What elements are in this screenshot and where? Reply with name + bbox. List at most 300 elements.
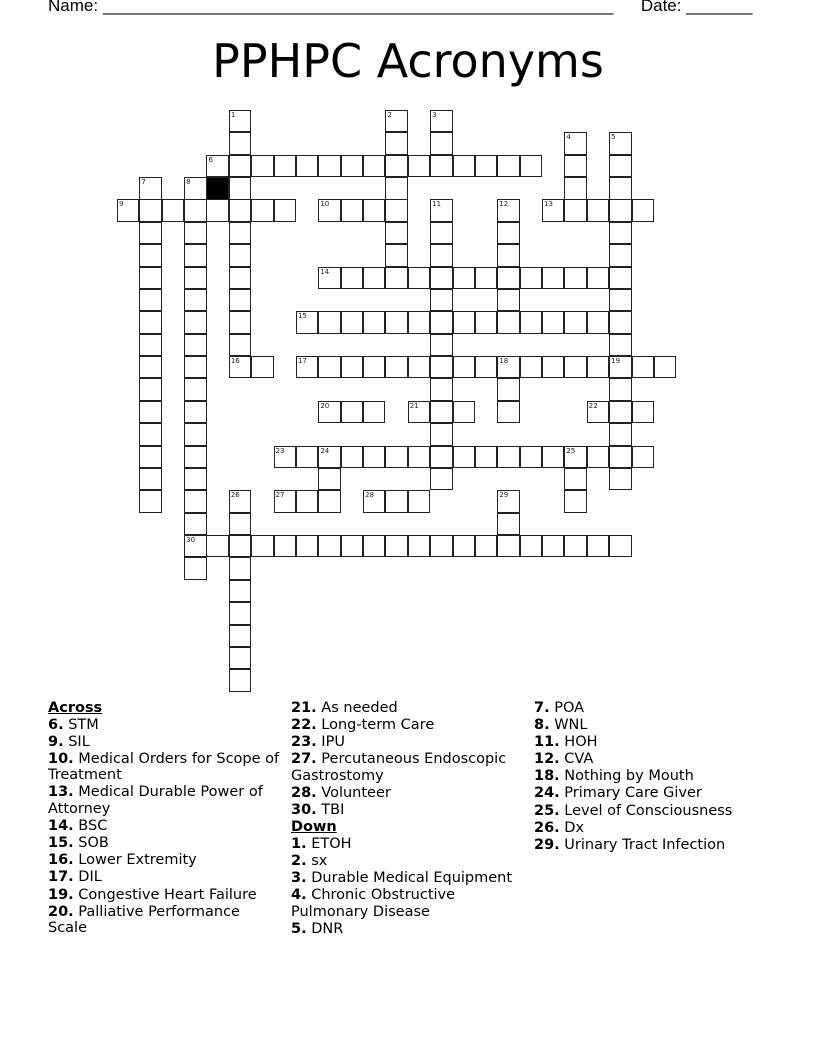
clue-across bbox=[291, 700, 523, 717]
grid-cell[interactable] bbox=[609, 222, 631, 244]
grid-cell[interactable] bbox=[430, 401, 452, 423]
grid-cell[interactable] bbox=[520, 356, 542, 378]
grid-cell[interactable] bbox=[318, 401, 340, 423]
clue-text: Palliative Performance Scale bbox=[48, 903, 240, 937]
grid-cell[interactable] bbox=[385, 222, 407, 244]
clue-number-label: 28. bbox=[291, 784, 317, 801]
grid-cell[interactable] bbox=[542, 267, 564, 289]
clue-number-label: 10. bbox=[48, 750, 74, 767]
grid-cell[interactable] bbox=[385, 267, 407, 289]
clue-across bbox=[48, 904, 280, 937]
clue-number-label: 22. bbox=[291, 717, 317, 734]
grid-cell[interactable] bbox=[609, 132, 631, 154]
grid-cell[interactable] bbox=[453, 311, 475, 333]
grid-cell[interactable] bbox=[542, 535, 564, 557]
grid-cell[interactable] bbox=[184, 557, 206, 579]
grid-cell[interactable] bbox=[609, 378, 631, 400]
grid-cell[interactable] bbox=[497, 535, 519, 557]
clue-number-label: 14. bbox=[48, 818, 74, 835]
grid-cell[interactable] bbox=[564, 155, 586, 177]
clue-number: 15 bbox=[297, 312, 307, 321]
grid-cell[interactable] bbox=[139, 222, 161, 244]
clue-text: Durable Medical Equipment bbox=[306, 869, 513, 886]
grid-cell[interactable] bbox=[296, 311, 318, 333]
grid-cell[interactable] bbox=[497, 289, 519, 311]
grid-cell[interactable] bbox=[139, 356, 161, 378]
grid-cell[interactable] bbox=[609, 468, 631, 490]
grid-cell[interactable] bbox=[184, 378, 206, 400]
grid-cell[interactable] bbox=[609, 423, 631, 445]
grid-cell[interactable] bbox=[453, 535, 475, 557]
grid-cell[interactable] bbox=[318, 267, 340, 289]
grid-cell[interactable] bbox=[251, 535, 273, 557]
grid-cell[interactable] bbox=[475, 535, 497, 557]
grid-cell[interactable] bbox=[363, 490, 385, 512]
grid-cell[interactable] bbox=[430, 132, 452, 154]
grid-cell[interactable] bbox=[609, 535, 631, 557]
grid-cell[interactable] bbox=[609, 199, 631, 221]
grid-cell[interactable] bbox=[363, 401, 385, 423]
grid-cell[interactable] bbox=[184, 356, 206, 378]
grid-cell[interactable] bbox=[385, 311, 407, 333]
clue-text: Nothing by Mouth bbox=[559, 768, 694, 785]
grid-cell[interactable] bbox=[229, 267, 251, 289]
grid-cell[interactable] bbox=[139, 423, 161, 445]
clue-number-label: 30. bbox=[291, 802, 317, 819]
grid-cell[interactable] bbox=[363, 155, 385, 177]
name-label: Name: bbox=[48, 0, 99, 15]
grid-cell[interactable] bbox=[184, 177, 206, 199]
grid-cell[interactable] bbox=[229, 244, 251, 266]
clue-down bbox=[534, 785, 766, 802]
grid-cell[interactable] bbox=[229, 311, 251, 333]
grid-cell[interactable] bbox=[385, 535, 407, 557]
clue-text: Chronic Obstructive Pulmonary Disease bbox=[291, 887, 456, 920]
grid-cell[interactable] bbox=[632, 401, 654, 423]
grid-cell[interactable] bbox=[229, 625, 251, 647]
page-title: PPHPC Acronyms bbox=[212, 34, 604, 88]
clue-down bbox=[291, 853, 523, 870]
grid-cell[interactable] bbox=[184, 311, 206, 333]
grid-cell[interactable] bbox=[609, 446, 631, 468]
grid-cell[interactable] bbox=[564, 468, 586, 490]
grid-cell[interactable] bbox=[318, 356, 340, 378]
clue-text: Medical Orders for Scope of Treatment bbox=[48, 750, 280, 784]
clue-number-label: 7. bbox=[534, 700, 550, 716]
grid-cell[interactable] bbox=[318, 311, 340, 333]
grid-cell[interactable] bbox=[229, 356, 251, 378]
grid-cell[interactable] bbox=[318, 155, 340, 177]
clue-text: Medical Durable Power of Attorney bbox=[48, 784, 263, 818]
clue-column-2 bbox=[291, 700, 523, 938]
grid-cell[interactable] bbox=[139, 334, 161, 356]
grid-cell[interactable] bbox=[587, 356, 609, 378]
clue-number-label: 6. bbox=[48, 716, 64, 733]
grid-cell[interactable] bbox=[139, 468, 161, 490]
grid-cell[interactable] bbox=[430, 423, 452, 445]
grid-cell[interactable] bbox=[587, 401, 609, 423]
grid-cell[interactable] bbox=[497, 446, 519, 468]
grid-cell[interactable] bbox=[497, 222, 519, 244]
grid-cell[interactable] bbox=[453, 401, 475, 423]
grid-cell[interactable] bbox=[139, 289, 161, 311]
clue-number: 19 bbox=[611, 357, 621, 366]
clue-number: 27 bbox=[275, 491, 285, 500]
grid-cell[interactable] bbox=[475, 311, 497, 333]
black-cell bbox=[206, 177, 228, 199]
grid-cell[interactable] bbox=[609, 289, 631, 311]
clue-text: Percutaneous Endoscopic Gastrostomy bbox=[291, 751, 507, 784]
grid-cell[interactable] bbox=[497, 490, 519, 512]
clue-text: Lower Extremity bbox=[73, 852, 197, 869]
grid-cell[interactable] bbox=[184, 446, 206, 468]
grid-cell[interactable] bbox=[430, 311, 452, 333]
grid-cell[interactable] bbox=[184, 222, 206, 244]
grid-cell[interactable] bbox=[654, 356, 676, 378]
grid-cell[interactable] bbox=[385, 199, 407, 221]
grid-cell[interactable] bbox=[408, 311, 430, 333]
grid-cell[interactable] bbox=[430, 468, 452, 490]
grid-cell[interactable] bbox=[341, 155, 363, 177]
grid-cell[interactable] bbox=[430, 378, 452, 400]
clue-down bbox=[291, 870, 523, 887]
clue-number: 13 bbox=[544, 200, 553, 209]
grid-cell[interactable] bbox=[430, 535, 452, 557]
grid-cell[interactable] bbox=[430, 110, 452, 132]
grid-cell[interactable] bbox=[296, 356, 318, 378]
grid-cell[interactable] bbox=[139, 177, 161, 199]
grid-cell[interactable] bbox=[363, 199, 385, 221]
grid-cell[interactable] bbox=[341, 267, 363, 289]
grid-cell[interactable] bbox=[229, 177, 251, 199]
grid-cell[interactable] bbox=[206, 199, 228, 221]
grid-cell[interactable] bbox=[564, 446, 586, 468]
grid-cell[interactable] bbox=[564, 199, 586, 221]
grid-cell[interactable] bbox=[564, 177, 586, 199]
clue-across bbox=[291, 717, 523, 734]
grid-cell[interactable] bbox=[184, 423, 206, 445]
grid-cell[interactable] bbox=[184, 513, 206, 535]
clue-text: DIL bbox=[73, 869, 102, 886]
grid-cell[interactable] bbox=[296, 490, 318, 512]
name-field[interactable]: ______________________________________________________ bbox=[102, 0, 614, 15]
grid-cell[interactable] bbox=[229, 199, 251, 221]
clue-number: 14 bbox=[320, 267, 330, 276]
grid-cell[interactable] bbox=[117, 199, 139, 221]
grid-cell[interactable] bbox=[587, 446, 609, 468]
grid-cell[interactable] bbox=[408, 535, 430, 557]
grid-cell[interactable] bbox=[341, 446, 363, 468]
clue-number: 11 bbox=[432, 200, 442, 209]
grid-cell[interactable] bbox=[139, 199, 161, 221]
grid-cell[interactable] bbox=[408, 401, 430, 423]
clue-column-1 bbox=[48, 700, 280, 937]
grid-cell[interactable] bbox=[430, 356, 452, 378]
date-field[interactable]: _______ bbox=[686, 0, 753, 15]
grid-cell[interactable] bbox=[497, 356, 519, 378]
grid-cell[interactable] bbox=[430, 289, 452, 311]
grid-cell[interactable] bbox=[632, 356, 654, 378]
grid-cell[interactable] bbox=[497, 401, 519, 423]
grid-cell[interactable] bbox=[542, 356, 564, 378]
grid-cell[interactable] bbox=[206, 155, 228, 177]
grid-cell[interactable] bbox=[363, 267, 385, 289]
grid-cell[interactable] bbox=[341, 401, 363, 423]
grid-cell[interactable] bbox=[184, 401, 206, 423]
grid-cell[interactable] bbox=[385, 490, 407, 512]
grid-cell[interactable] bbox=[453, 356, 475, 378]
clue-down bbox=[291, 887, 523, 920]
grid-cell[interactable] bbox=[564, 490, 586, 512]
grid-cell[interactable] bbox=[520, 267, 542, 289]
grid-cell[interactable] bbox=[363, 535, 385, 557]
grid-cell[interactable] bbox=[542, 199, 564, 221]
grid-cell[interactable] bbox=[274, 155, 296, 177]
grid-cell[interactable] bbox=[318, 535, 340, 557]
clue-number-label: 23. bbox=[291, 734, 317, 751]
clue-number: 23 bbox=[275, 446, 285, 455]
grid-cell[interactable] bbox=[296, 155, 318, 177]
clue-down bbox=[534, 837, 766, 854]
grid-cell[interactable] bbox=[385, 356, 407, 378]
grid-cell[interactable] bbox=[229, 669, 251, 691]
grid-cell[interactable] bbox=[609, 311, 631, 333]
grid-cell[interactable] bbox=[184, 535, 206, 557]
grid-cell[interactable] bbox=[274, 490, 296, 512]
grid-cell[interactable] bbox=[587, 535, 609, 557]
clue-number: 25 bbox=[566, 446, 576, 455]
grid-cell[interactable] bbox=[609, 334, 631, 356]
grid-cell[interactable] bbox=[251, 356, 273, 378]
grid-cell[interactable] bbox=[296, 535, 318, 557]
grid-cell[interactable] bbox=[564, 267, 586, 289]
clue-number: 1 bbox=[230, 111, 236, 119]
grid-cell[interactable] bbox=[363, 446, 385, 468]
grid-cell[interactable] bbox=[587, 267, 609, 289]
grid-cell[interactable] bbox=[609, 267, 631, 289]
clue-text: SOB bbox=[73, 835, 109, 852]
clue-number: 29 bbox=[499, 491, 509, 500]
grid-cell[interactable] bbox=[430, 199, 452, 221]
grid-cell[interactable] bbox=[564, 311, 586, 333]
grid-cell[interactable] bbox=[430, 155, 452, 177]
grid-cell[interactable] bbox=[229, 535, 251, 557]
clue-number-label: 27. bbox=[291, 751, 317, 768]
grid-cell[interactable] bbox=[587, 311, 609, 333]
clue-number-label: 25. bbox=[534, 802, 560, 819]
grid-cell[interactable] bbox=[632, 199, 654, 221]
grid-cell[interactable] bbox=[430, 244, 452, 266]
grid-cell[interactable] bbox=[475, 155, 497, 177]
grid-cell[interactable] bbox=[206, 535, 228, 557]
clue-down bbox=[534, 820, 766, 837]
clue-text: Volunteer bbox=[316, 784, 391, 801]
clue-across bbox=[291, 802, 523, 819]
grid-cell[interactable] bbox=[363, 356, 385, 378]
clue-number-label: 4. bbox=[291, 887, 307, 904]
grid-cell[interactable] bbox=[318, 446, 340, 468]
grid-cell[interactable] bbox=[229, 557, 251, 579]
grid-cell[interactable] bbox=[609, 356, 631, 378]
grid-cell[interactable] bbox=[430, 446, 452, 468]
grid-cell[interactable] bbox=[318, 468, 340, 490]
grid-cell[interactable] bbox=[497, 378, 519, 400]
clue-across bbox=[48, 784, 280, 817]
grid-cell[interactable] bbox=[408, 267, 430, 289]
grid-cell[interactable] bbox=[453, 267, 475, 289]
grid-cell[interactable] bbox=[139, 267, 161, 289]
clue-text: CVA bbox=[559, 751, 594, 768]
grid-cell[interactable] bbox=[632, 446, 654, 468]
grid-cell[interactable] bbox=[184, 334, 206, 356]
grid-cell[interactable] bbox=[475, 356, 497, 378]
grid-cell[interactable] bbox=[408, 490, 430, 512]
grid-cell[interactable] bbox=[274, 535, 296, 557]
clue-number-label: 16. bbox=[48, 852, 74, 869]
grid-cell[interactable] bbox=[229, 602, 251, 624]
clue-number-label: 17. bbox=[48, 869, 74, 886]
grid-cell[interactable] bbox=[184, 244, 206, 266]
clue-number: 5 bbox=[611, 133, 616, 142]
grid-cell[interactable] bbox=[139, 446, 161, 468]
clue-number: 9 bbox=[119, 200, 124, 209]
clue-number-label: 8. bbox=[534, 717, 550, 734]
clue-number-label: 2. bbox=[291, 852, 307, 869]
grid-cell[interactable] bbox=[520, 446, 542, 468]
grid-cell[interactable] bbox=[229, 647, 251, 669]
grid-cell[interactable] bbox=[497, 244, 519, 266]
grid-cell[interactable] bbox=[564, 132, 586, 154]
clue-number: 28 bbox=[365, 491, 374, 500]
grid-cell[interactable] bbox=[385, 244, 407, 266]
grid-cell[interactable] bbox=[609, 155, 631, 177]
grid-cell[interactable] bbox=[587, 199, 609, 221]
grid-cell[interactable] bbox=[542, 311, 564, 333]
grid-cell[interactable] bbox=[229, 155, 251, 177]
clue-text: STM bbox=[63, 716, 99, 733]
clue-number: 3 bbox=[432, 111, 437, 119]
grid-cell[interactable] bbox=[139, 244, 161, 266]
grid-cell[interactable] bbox=[609, 401, 631, 423]
grid-cell[interactable] bbox=[251, 199, 273, 221]
grid-cell[interactable] bbox=[497, 311, 519, 333]
grid-cell[interactable] bbox=[385, 155, 407, 177]
clue-number: 10 bbox=[320, 200, 330, 209]
grid-cell[interactable] bbox=[341, 535, 363, 557]
grid-cell[interactable] bbox=[229, 513, 251, 535]
grid-cell[interactable] bbox=[229, 110, 251, 132]
grid-cell[interactable] bbox=[162, 199, 184, 221]
clue-across bbox=[48, 869, 280, 886]
clue-down bbox=[534, 803, 766, 820]
grid-cell[interactable] bbox=[430, 334, 452, 356]
grid-cell[interactable] bbox=[229, 289, 251, 311]
grid-cell[interactable] bbox=[475, 446, 497, 468]
grid-cell[interactable] bbox=[229, 222, 251, 244]
grid-cell[interactable] bbox=[363, 311, 385, 333]
grid-cell[interactable] bbox=[251, 155, 273, 177]
grid-cell[interactable] bbox=[564, 535, 586, 557]
grid-cell[interactable] bbox=[497, 513, 519, 535]
grid-cell[interactable] bbox=[497, 199, 519, 221]
grid-cell[interactable] bbox=[229, 132, 251, 154]
grid-cell[interactable] bbox=[139, 311, 161, 333]
clue-number-label: 24. bbox=[534, 785, 560, 802]
grid-cell[interactable] bbox=[274, 199, 296, 221]
grid-cell[interactable] bbox=[520, 311, 542, 333]
grid-cell[interactable] bbox=[318, 199, 340, 221]
grid-cell[interactable] bbox=[385, 132, 407, 154]
grid-cell[interactable] bbox=[229, 490, 251, 512]
clue-number-label: 3. bbox=[291, 869, 307, 886]
clue-across bbox=[291, 785, 523, 802]
grid-cell[interactable] bbox=[341, 356, 363, 378]
clue-number: 2 bbox=[387, 111, 392, 119]
grid-cell[interactable] bbox=[520, 535, 542, 557]
clue-number: 18 bbox=[499, 357, 509, 366]
down-heading: Down bbox=[291, 819, 337, 836]
grid-cell[interactable] bbox=[609, 177, 631, 199]
grid-cell[interactable] bbox=[274, 446, 296, 468]
clue-down bbox=[291, 836, 523, 853]
grid-cell[interactable] bbox=[139, 490, 161, 512]
grid-cell[interactable] bbox=[430, 222, 452, 244]
clue-across bbox=[48, 717, 280, 734]
grid-cell[interactable] bbox=[475, 267, 497, 289]
grid-cell[interactable] bbox=[184, 468, 206, 490]
clue-number-label: 9. bbox=[48, 733, 64, 750]
clue-number: 24 bbox=[320, 446, 330, 455]
grid-cell[interactable] bbox=[430, 267, 452, 289]
grid-cell[interactable] bbox=[564, 356, 586, 378]
grid-cell[interactable] bbox=[497, 155, 519, 177]
grid-cell[interactable] bbox=[139, 378, 161, 400]
grid-cell[interactable] bbox=[609, 244, 631, 266]
grid-cell[interactable] bbox=[184, 199, 206, 221]
clue-across bbox=[48, 818, 280, 835]
grid-cell[interactable] bbox=[184, 490, 206, 512]
grid-cell[interactable] bbox=[497, 267, 519, 289]
grid-cell[interactable] bbox=[318, 490, 340, 512]
grid-cell[interactable] bbox=[385, 110, 407, 132]
grid-cell[interactable] bbox=[453, 446, 475, 468]
grid-cell[interactable] bbox=[139, 401, 161, 423]
clue-text: POA bbox=[549, 700, 585, 716]
clue-number: 17 bbox=[297, 357, 307, 366]
grid-cell[interactable] bbox=[296, 446, 318, 468]
grid-cell[interactable] bbox=[408, 356, 430, 378]
grid-cell[interactable] bbox=[184, 289, 206, 311]
grid-cell[interactable] bbox=[341, 311, 363, 333]
grid-cell[interactable] bbox=[184, 267, 206, 289]
clue-across bbox=[48, 887, 280, 904]
grid-cell[interactable] bbox=[341, 199, 363, 221]
grid-cell[interactable] bbox=[385, 177, 407, 199]
grid-cell[interactable] bbox=[408, 446, 430, 468]
grid-cell[interactable] bbox=[520, 155, 542, 177]
clue-down bbox=[534, 717, 766, 734]
grid-cell[interactable] bbox=[229, 334, 251, 356]
grid-cell[interactable] bbox=[542, 446, 564, 468]
grid-cell[interactable] bbox=[408, 155, 430, 177]
grid-cell[interactable] bbox=[229, 580, 251, 602]
clue-text: TBI bbox=[316, 802, 345, 819]
grid-cell[interactable] bbox=[385, 446, 407, 468]
clue-text: Congestive Heart Failure bbox=[73, 886, 257, 903]
clue-across bbox=[291, 751, 523, 784]
clue-across bbox=[48, 734, 280, 751]
grid-cell[interactable] bbox=[453, 155, 475, 177]
